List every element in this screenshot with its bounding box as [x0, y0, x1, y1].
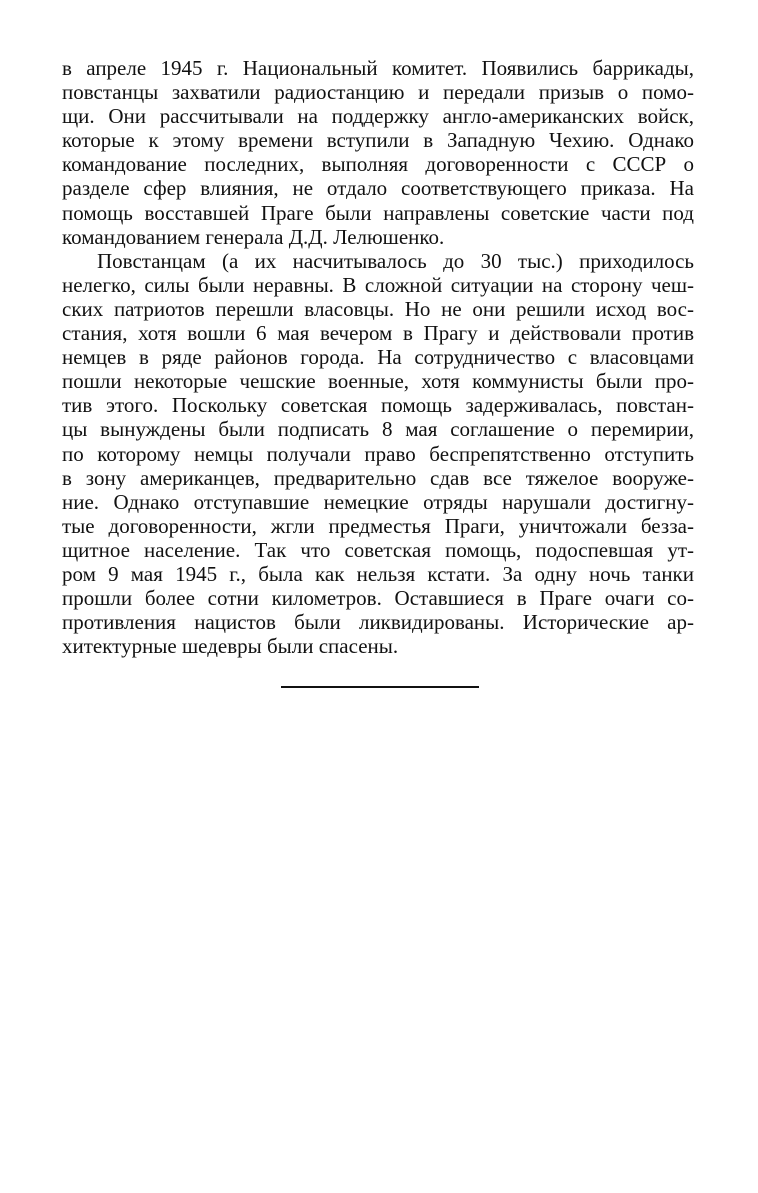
text-line: которые к этому времени вступили в Западную Чехию. Однако [62, 128, 694, 153]
text-line: Повстанцам (а их насчитывалось до 30 тыс.) приходилось [97, 248, 694, 273]
text-line: ских патриотов перешли власовцы. Но не они решили исход вос- [62, 296, 694, 321]
paragraph-2 [62, 249, 694, 659]
text-line: цы вынуждены были подписать 8 мая соглашение о перемирии, [62, 417, 694, 442]
text-line: стания, хотя вошли 6 мая вечером в Прагу и действовали против [62, 321, 694, 346]
text-line: в зону американцев, предварительно сдав все тяжелое вооруже- [62, 465, 694, 490]
text-line: пошли некоторые чешские военные, хотя коммунисты были про- [62, 369, 694, 394]
text-line: нелегко, силы были неравны. В сложной ситуации на сторону чеш- [62, 272, 694, 297]
text-line: тые договоренности, жгли предместья Праги, уничтожали безза- [62, 513, 694, 538]
text-line: разделе сфер влияния, не отдало соответствующего приказа. На [62, 176, 694, 201]
text-line: щитное население. Так что советская помощь, подоспевшая ут- [62, 537, 694, 562]
text-line: помощь восставшей Праге были направлены советские части под [62, 200, 694, 225]
text-line: тив этого. Поскольку советская помощь задерживалась, повстан- [62, 393, 694, 418]
text-line: по которому немцы получали право беспрепятственно отступить [62, 441, 694, 466]
text-line: прошли более сотни километров. Оставшиеся в Праге очаги со- [62, 586, 694, 611]
text-line: щи. Они рассчитывали на поддержку англо-американских войск, [62, 104, 694, 129]
text-line: хитектурные шедевры были спасены. [62, 634, 399, 659]
text-line: командование последних, выполняя договоренности с СССР о [62, 152, 694, 177]
document-page [62, 56, 694, 658]
text-line: командованием генерала Д.Д. Лелюшенко. [62, 224, 445, 249]
section-separator-rule [281, 686, 479, 688]
text-line: ром 9 мая 1945 г., была как нельзя кстати. За одну ночь танки [62, 561, 694, 586]
text-line: в апреле 1945 г. Национальный комитет. Появились баррикады, [62, 56, 694, 80]
text-line: противления нацистов были ликвидированы. Исторические ар- [62, 610, 694, 635]
text-line: ние. Однако отступавшие немецкие отряды нарушали достигну- [62, 489, 694, 514]
paragraph-1 [62, 56, 694, 249]
text-line: повстанцы захватили радиостанцию и передали призыв о помо- [62, 80, 694, 105]
text-line: немцев в ряде районов города. На сотрудничество с власовцами [62, 345, 694, 370]
